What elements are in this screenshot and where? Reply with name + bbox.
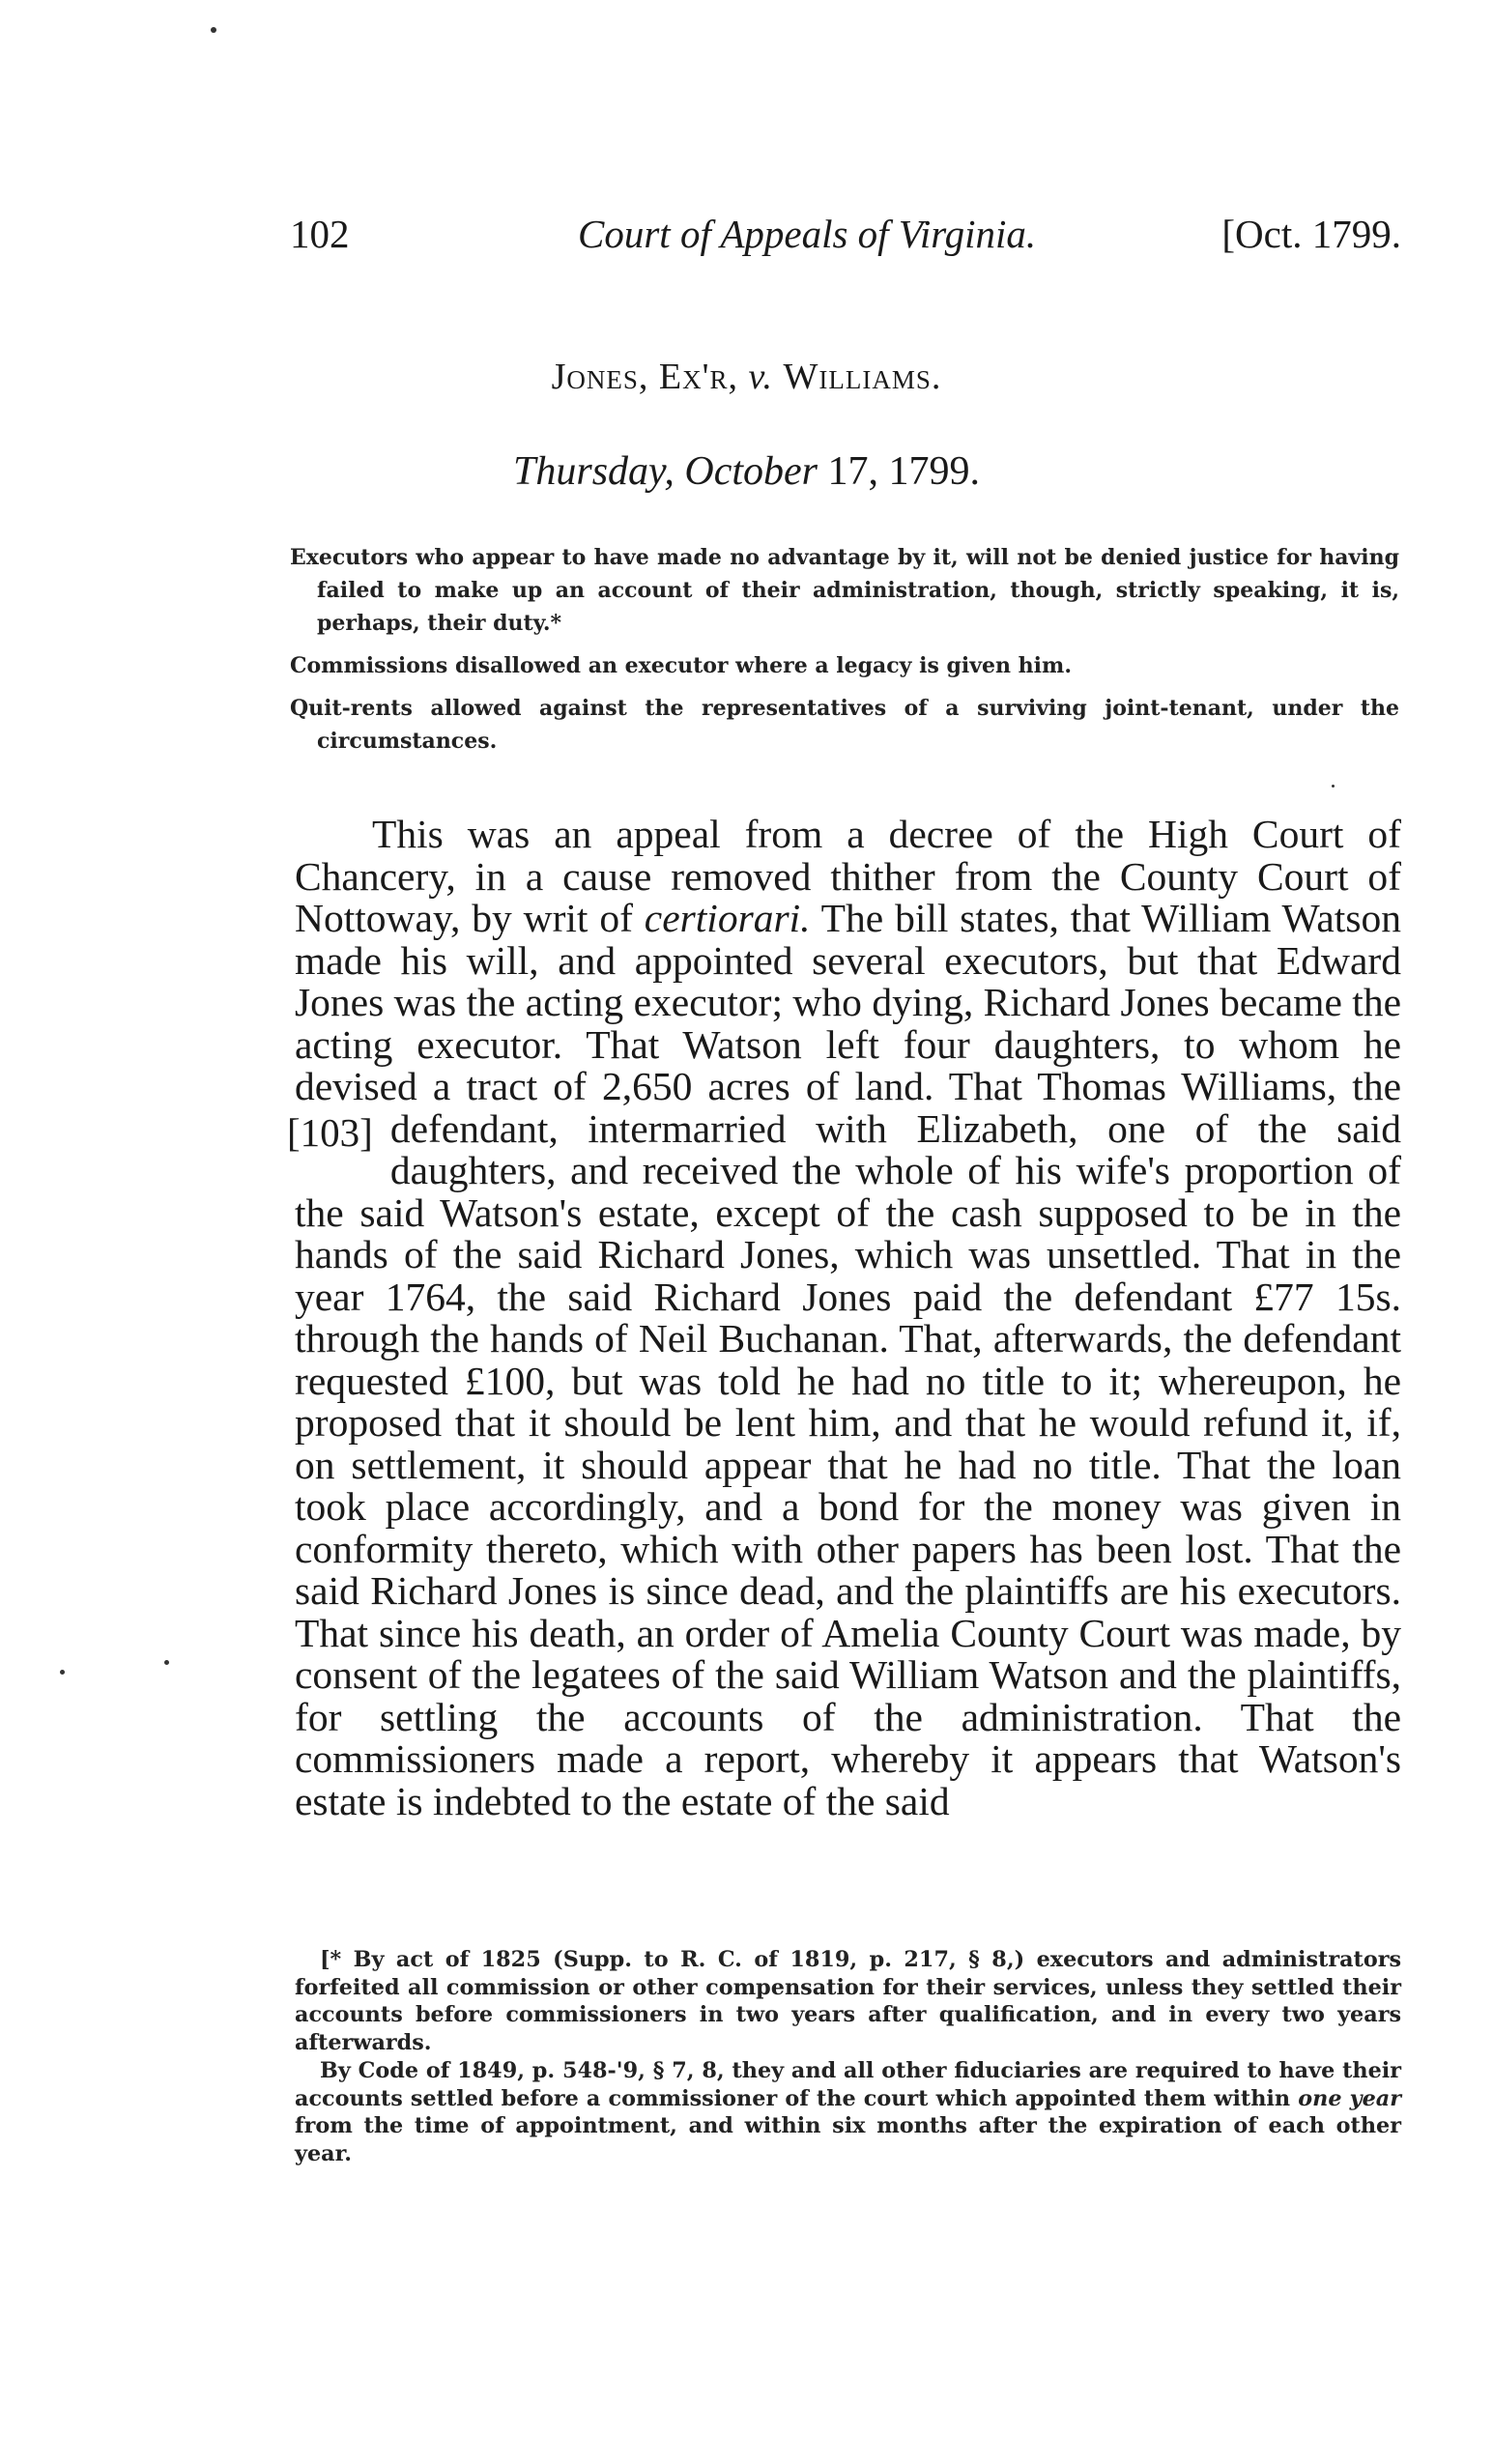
body-text: The bill states, that William Watson made his will, and appointed several executors, but that Edward Jones was the acting executor; who dying, Richard Jones became the acting executor. That Watson left four daughters, to whom he devised a tract of 2,650 acres of land. That Thomas Williams, the defendant, intermarried [295, 896, 1401, 1151]
scan-speck [164, 1660, 169, 1665]
decision-date [0, 444, 1493, 499]
scan-speck [60, 1670, 65, 1675]
versus: v. [748, 357, 774, 397]
case-title [0, 353, 1493, 401]
decision-day: Thursday, [512, 449, 675, 494]
footnote-paragraph [295, 2057, 1401, 2168]
plaintiff-name: Jones, Ex'r, [551, 357, 738, 397]
decision-day-year: 17, 1799. [827, 449, 980, 494]
body-italic: certiorari. [644, 896, 811, 940]
footnote-text: from the time of appointment, and within six months after the expiration of each other year. [295, 2113, 1401, 2166]
star-page-marker: [103] [287, 1109, 373, 1155]
court-name: Court of Appeals of Virginia. [578, 212, 1037, 256]
opinion-body [287, 812, 1401, 1823]
footnote-paragraph: [* By act of 1825 (Supp. to R. C. of 1819, p. 217, § 8,) executors and administrators forfeited all commission or other compensation for their services, unless they settled their accounts before commissioners in two years after qualification, and in every two years afterwards. [295, 1947, 1401, 2056]
page-number: 102 [290, 212, 350, 256]
headnote: Quit-rents allowed against the representatives of a surviving joint-tenant, under the circumstances. [290, 696, 1399, 754]
body-text: This was an appeal from a decree of the High Court of Chancery, in a cause removed thither from the County Court of Nottoway, by writ of [295, 812, 1401, 940]
footnote [295, 1946, 1401, 2168]
footnote-italic: one year [1298, 2085, 1401, 2111]
body-text: with Elizabeth, one of the said daughters, and received the whole of his wife's proportion of the said Watson's estate, except of the cash supposed to be in the hands of the said Richard Jones, which was unsettled. That in the year 1764, the said Richard Jones paid the defendant £77 15s. through the hands of Neil Buchanan. That, afterwards, the defendant requested £100, but was told he had no title to it; whereupon, he proposed that it should be lent him, and that he would refund it, if, on settlement, it should appear that he had no title. That the loan took place accordingly, and a bond for the money was given in conformity thereto, which with other papers has been lost. That the said Richard Jones is since dead, and the plaintiffs are his executors. That since his death, an order of Amelia County Court was made, by consent of the legatees of the said William Watson and the plaintiffs, for settling the accounts of the administration. That the commissioners made a report, whereby it appears that Watson's estate is indebted to the estate of the said [295, 1105, 1401, 1823]
term-date: [Oct. 1799. [1221, 212, 1401, 256]
defendant-name: Williams. [783, 357, 942, 397]
headnote: Commissions disallowed an executor where a legacy is given him. [290, 653, 1072, 678]
scan-speck [211, 27, 216, 33]
footnote-text: By Code of 1849, p. 548-'9, § 7, 8, they and all other fiduciaries are required to have their accounts settled before a commissioner of the court which appointed them within [295, 2057, 1401, 2111]
headnotes [290, 541, 1399, 767]
headnote: Executors who appear to have made no advantage by it, will not be denied justice for having failed to make up an account of their administration, though, strictly speaking, it is, perhaps, their duty.* [290, 545, 1399, 636]
scan-speck [1332, 785, 1335, 788]
decision-month: October [684, 449, 818, 494]
running-header [290, 205, 1401, 263]
